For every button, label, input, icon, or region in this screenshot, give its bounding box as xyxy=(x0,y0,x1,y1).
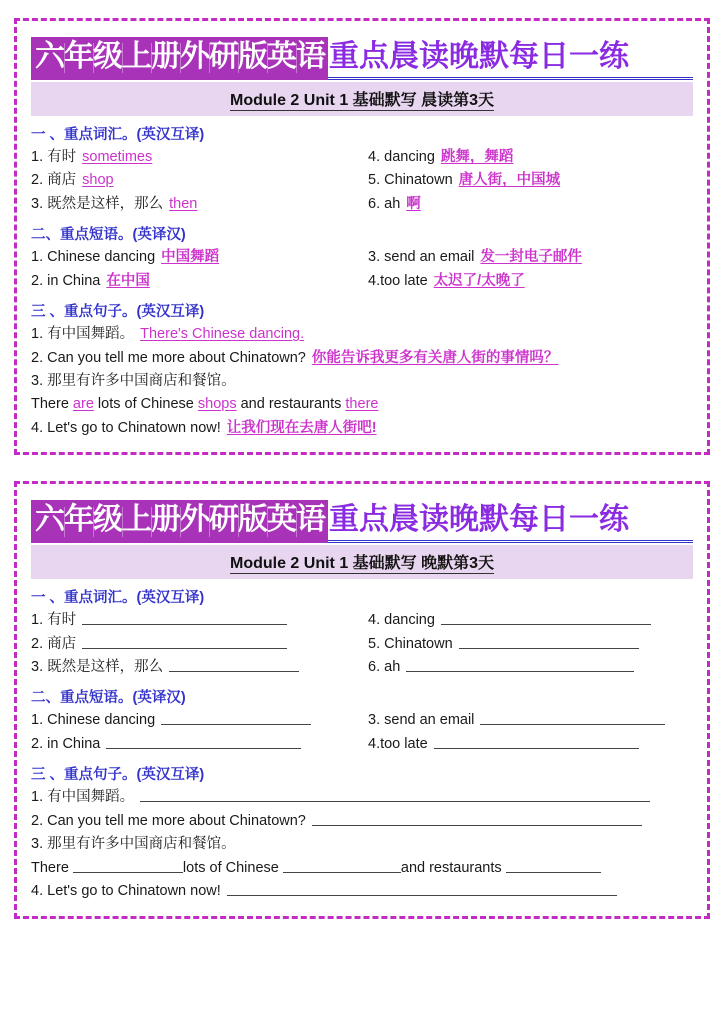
answer-text: 跳舞，舞蹈 xyxy=(440,148,514,165)
item-prompt: in China xyxy=(47,272,101,289)
item-row xyxy=(31,786,693,809)
inline-answer: there xyxy=(345,396,379,413)
item-row xyxy=(31,347,693,370)
item-number: 1. xyxy=(31,148,48,165)
item-number: 4. xyxy=(368,612,385,629)
worksheet-card xyxy=(14,481,710,918)
item-row xyxy=(31,709,693,732)
item-cell xyxy=(31,246,362,269)
item-prompt: ah xyxy=(384,195,401,212)
answer-blank[interactable] xyxy=(434,734,639,749)
item-row xyxy=(31,810,693,833)
sentence-text: There xyxy=(31,396,73,413)
item-number: 4.too xyxy=(368,735,405,752)
item-row xyxy=(31,246,693,269)
card-subtitle xyxy=(31,545,693,579)
item-row xyxy=(31,733,693,756)
answer-blank[interactable] xyxy=(312,811,642,826)
section-rows xyxy=(31,786,693,903)
sentence-text: and restaurants xyxy=(400,859,506,876)
item-cell xyxy=(31,146,362,169)
sentence-text: lots of Chinese xyxy=(182,859,283,876)
answer-blank[interactable] xyxy=(161,711,311,726)
section-rows xyxy=(31,609,693,679)
item-cell xyxy=(31,270,362,293)
item-cell xyxy=(362,609,693,632)
section-rows xyxy=(31,323,693,440)
item-row xyxy=(31,146,693,169)
item-prompt: dancing xyxy=(384,148,435,165)
item-cell xyxy=(362,633,693,656)
answer-blank[interactable] xyxy=(140,788,650,803)
item-row xyxy=(31,270,693,293)
answer-text: There's Chinese dancing. xyxy=(140,326,305,343)
item-row xyxy=(31,857,693,880)
item-prompt: 既然是这样，那么 xyxy=(47,659,164,675)
item-number: 2. xyxy=(31,635,48,652)
section-heading: 一 、重点词汇。(英汉互译) xyxy=(31,126,205,143)
answer-text: 在中国 xyxy=(106,272,150,289)
sentence-text: There xyxy=(31,859,73,876)
item-row xyxy=(31,880,693,903)
worksheet-card xyxy=(14,18,710,455)
answer-blank[interactable] xyxy=(227,882,617,897)
title-row xyxy=(31,37,693,80)
item-cell xyxy=(362,656,693,679)
item-number: 2. xyxy=(31,735,48,752)
item-number: 4. xyxy=(368,148,385,165)
card-subtitle-text: Module 2 Unit 1 基础默写 晚默第3天 xyxy=(229,555,495,573)
item-prompt: Chinese dancing xyxy=(47,712,156,729)
item-prompt: ah xyxy=(384,659,401,675)
item-number: 3. xyxy=(368,249,385,266)
answer-blank[interactable] xyxy=(73,858,183,873)
title-boxed-text: 六年级上册外研版英语 xyxy=(31,500,328,543)
answer-text: sometimes xyxy=(82,148,153,165)
item-prompt: send an email xyxy=(384,712,475,729)
answer-blank[interactable] xyxy=(441,610,651,625)
section-rows xyxy=(31,246,693,293)
item-prompt: dancing xyxy=(384,612,435,629)
item-number: 1. xyxy=(31,249,48,266)
item-row xyxy=(31,323,693,346)
item-prompt: late xyxy=(404,272,428,289)
item-number: 2. xyxy=(31,812,48,829)
item-row xyxy=(31,370,693,393)
answer-text: 唐人街，中国城 xyxy=(458,172,561,189)
item-number: 1. xyxy=(31,612,48,629)
item-cell xyxy=(31,193,362,216)
item-number: 4. xyxy=(31,883,48,900)
answer-text: then xyxy=(169,195,198,212)
item-number: 3. xyxy=(31,659,48,675)
item-cell xyxy=(362,146,693,169)
item-prompt: in China xyxy=(47,735,101,752)
item-number: 3. xyxy=(31,836,48,853)
item-row xyxy=(31,656,693,679)
item-prompt: 商店 xyxy=(47,635,77,652)
answer-text: 你能告诉我更多有关唐人街的事情吗？ xyxy=(311,349,559,366)
sentence-text: lots of Chinese xyxy=(97,396,198,413)
item-row xyxy=(31,393,693,416)
answer-text: 中国舞蹈 xyxy=(161,249,220,266)
item-prompt: 既然是这样，那么 xyxy=(47,195,164,212)
item-number: 1. xyxy=(31,789,48,806)
answer-text: 发一封电子邮件 xyxy=(480,249,582,266)
answer-blank[interactable] xyxy=(480,711,665,726)
item-cell xyxy=(362,246,693,269)
item-prompt: 那里有许多中国商店和餐馆。 xyxy=(47,836,236,853)
item-number: 3. xyxy=(31,372,48,389)
item-cell xyxy=(362,169,693,192)
answer-blank[interactable] xyxy=(459,634,639,649)
item-prompt: late xyxy=(404,735,428,752)
item-number: 5. xyxy=(368,635,385,652)
item-number: 1. xyxy=(31,712,48,729)
answer-text: 让我们现在去唐人街吧! xyxy=(226,419,377,436)
item-row xyxy=(31,633,693,656)
item-cell xyxy=(362,270,693,293)
item-prompt: Chinatown xyxy=(384,635,453,652)
answer-blank[interactable] xyxy=(169,657,299,672)
item-row xyxy=(31,169,693,192)
item-cell xyxy=(31,633,362,656)
item-cell xyxy=(362,709,693,732)
answer-text: 啊 xyxy=(406,195,421,212)
item-number: 4. xyxy=(31,419,48,436)
item-prompt: send an email xyxy=(384,249,475,266)
item-prompt: 有时 xyxy=(47,612,77,629)
item-number: 4.too xyxy=(368,272,405,289)
section-heading: 三 、重点句子。(英汉互译) xyxy=(31,304,205,321)
item-prompt: 商店 xyxy=(47,172,77,189)
item-number: 2. xyxy=(31,272,48,289)
item-number: 6. xyxy=(368,195,385,212)
item-cell xyxy=(31,609,362,632)
title-tail-text: 重点晨读晚默每日一练 xyxy=(328,500,693,543)
item-number: 5. xyxy=(368,172,385,189)
section-heading: 二、重点短语。(英译汉) xyxy=(31,227,186,244)
item-prompt: Chinese dancing xyxy=(47,249,156,266)
answer-blank[interactable] xyxy=(506,858,601,873)
item-prompt: 有中国舞蹈。 xyxy=(47,789,135,806)
section-rows xyxy=(31,709,693,756)
item-prompt: Chinatown xyxy=(384,172,453,189)
title-boxed-text: 六年级上册外研版英语 xyxy=(31,37,328,80)
section-heading: 一 、重点词汇。(英汉互译) xyxy=(31,590,205,607)
item-prompt: Let's go to Chinatown now! xyxy=(47,883,221,900)
answer-blank[interactable] xyxy=(106,734,301,749)
item-cell xyxy=(31,733,362,756)
item-row xyxy=(31,609,693,632)
title-row xyxy=(31,500,693,543)
item-cell xyxy=(31,656,362,679)
item-prompt: Can you tell me more about Chinatown? xyxy=(47,349,306,366)
item-prompt: 有中国舞蹈。 xyxy=(47,326,135,343)
item-number: 3. xyxy=(368,712,385,729)
item-prompt: 那里有许多中国商店和餐馆。 xyxy=(47,372,236,389)
inline-answer: shops xyxy=(197,396,237,413)
answer-text: shop xyxy=(82,172,114,189)
item-cell xyxy=(362,733,693,756)
item-number: 1. xyxy=(31,326,48,343)
answer-blank[interactable] xyxy=(82,634,287,649)
item-number: 2. xyxy=(31,349,48,366)
item-prompt: 有时 xyxy=(47,148,77,165)
item-cell xyxy=(362,193,693,216)
inline-answer: are xyxy=(72,396,94,413)
item-cell xyxy=(31,169,362,192)
item-number: 3. xyxy=(31,195,48,212)
card-subtitle-text: Module 2 Unit 1 基础默写 晨读第3天 xyxy=(229,91,495,109)
item-number: 6. xyxy=(368,659,385,675)
item-number: 2. xyxy=(31,172,48,189)
item-prompt: Can you tell me more about Chinatown? xyxy=(47,812,306,829)
item-cell xyxy=(31,709,362,732)
section-rows xyxy=(31,146,693,216)
answer-text: 太迟了/太晚了 xyxy=(433,272,525,289)
title-tail-text: 重点晨读晚默每日一练 xyxy=(328,37,693,80)
answer-blank[interactable] xyxy=(283,858,401,873)
card-subtitle xyxy=(31,82,693,116)
section-heading: 二、重点短语。(英译汉) xyxy=(31,690,186,707)
item-row xyxy=(31,833,693,856)
answer-blank[interactable] xyxy=(406,657,634,672)
sentence-text: and restaurants xyxy=(240,396,346,413)
section-heading: 三 、重点句子。(英汉互译) xyxy=(31,767,205,784)
answer-blank[interactable] xyxy=(82,610,287,625)
item-row xyxy=(31,417,693,440)
item-prompt: Let's go to Chinatown now! xyxy=(47,419,221,436)
item-row xyxy=(31,193,693,216)
